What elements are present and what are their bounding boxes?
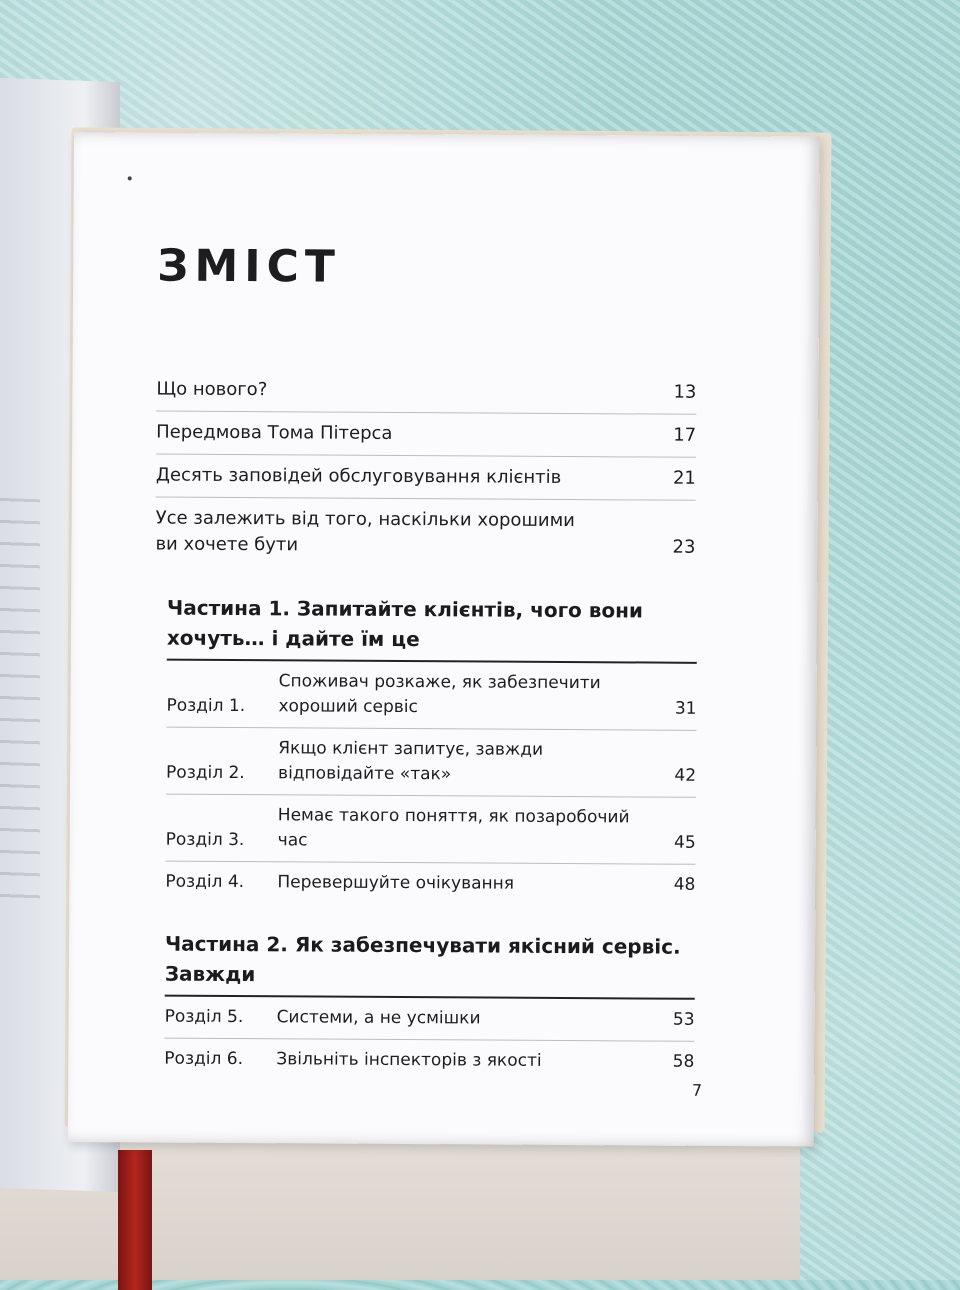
chapter-title: Немає такого поняття, як позаробочий час [277,805,630,851]
chapter-page: 45 [673,832,696,853]
chapter-label: Розділ 4. [165,871,245,893]
chapter-page: 42 [674,765,697,786]
part-title: Частина 1. Запитайте клієнтів, чого вони хочуть… і дайте їм це [167,593,697,664]
chapter-page: 58 [672,1051,695,1072]
page-number: 7 [691,1080,703,1100]
chapter-label: Розділ 2. [166,762,245,784]
chapter-label: Розділ 5. [164,1006,244,1028]
entry-page: 13 [673,381,697,403]
bookmark-ribbon [118,1150,152,1290]
contents-page [68,132,820,1147]
chapter-title: Перевершуйте очікування [277,872,515,894]
entry-page: 17 [673,424,697,446]
chapter-label: Розділ 3. [165,829,245,851]
chapter-page: 31 [674,698,697,719]
entry-title: Усе залежить від того, наскільки хорошими ви хочете бути [155,507,575,556]
chapter-title: Системи, а не усмішки [276,1007,481,1029]
chapter-title: Якщо клієнт запитує, завжди відповідайте «так» [278,738,544,785]
chapter-page: 53 [672,1009,695,1030]
intro-list [155,369,696,569]
left-page-text-edge [0,498,40,899]
chapter-label: Розділ 6. [164,1048,244,1070]
entry-title: Десять заповідей обслуговування клієнтів [155,464,562,488]
entry-page: 21 [672,467,696,489]
chapter-label: Розділ 1. [166,695,246,717]
part-2-section [164,929,695,1083]
chapter-title: Споживач розкаже, як забезпечити хороший сервіс [278,671,601,718]
chapter-row [164,997,694,1042]
toc-entry [156,369,696,415]
page-dot [128,176,132,180]
toc-entry [156,412,696,458]
entry-title: Що нового? [156,378,268,401]
chapter-row [166,728,696,798]
part-1-section [165,593,697,906]
chapter-row [165,862,695,906]
chapter-row [166,795,696,865]
page-title: ЗМІСТ [157,240,342,293]
chapter-title: Звільніть інспекторів з якості [276,1049,542,1071]
part-title: Частина 2. Як забезпечувати якісний сервіс. Завжди [165,929,695,1000]
entry-title: Передмова Тома Пітерса [156,421,393,444]
chapter-row [164,1039,694,1083]
toc-entry [155,498,695,569]
chapter-page: 48 [673,874,696,895]
toc-entry [156,455,696,501]
chapter-row [166,661,696,731]
entry-page: 23 [672,536,696,558]
